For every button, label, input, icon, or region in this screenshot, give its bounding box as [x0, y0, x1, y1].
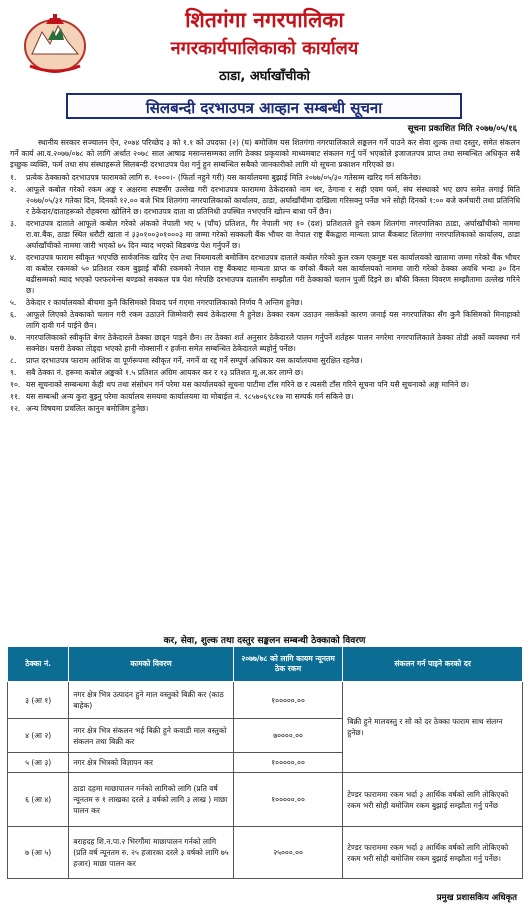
- municipality-name: शितगंगा नगरपालिका: [185, 8, 344, 32]
- condition-text: दरभाउपत्र दाताले आफूले कबोल गरेको अंकको नेपाली भए ५ (पाँच) प्रतिशत, गैर नेपाली भए १० (दश) प्रतिशतले हुने रकम शितगंगा नगरपालिका ठाडा, अर्घाखाँचीको नाममा रा.वा.बैंक, ठाडा स्थित धरौटी खाता नं ३३०१००३०१०००३ मा जम्मा गरेको सक्कली बैंक भौचर वा नेपाल राष्ट्र बैंकद्वारा मान्यता प्राप्त बैंकबाट शितगंगा नगरपालिकाको कार्यालय, ठाडा अर्घाखाँचीको नाममा जारी भएको ७५ दिन म्याद भएको बिडबण्ड पेश गर्नुपर्ने छ।: [26, 219, 520, 250]
- table-row: [8, 773, 523, 827]
- condition-text: प्रत्येक ठेक्काको दरभाउपत्र फारामको लागि रु. १०००।- (फिर्ता नहुने गरी) यस कार्यालयमा बुझाई मिति २०७७/०५/३० गतेसम्म खरिद गर्न सकिनेछ।: [26, 173, 422, 182]
- condition-number: १०.: [10, 380, 21, 389]
- row-amount: ७००००.००: [233, 719, 342, 753]
- condition-text: दरभाउपत्र फाराम स्वीकृत भएपछि सार्वजनिक खरिद ऐन तथा नियमावली बमोजिम दरभाउपत्र दाताले कबोल गरेको कुल रकम एकमुष्ट यस कार्यालयको खातामा जम्मा गरेको बैंक भौचर वा कबोल रकमको ५० प्रतिशत रकम बुझाई बाँकी रकमको नेपाल राष्ट्र बैंकबाट मान्यता प्राप्त क वर्गको बैंकले यस कार्यालयको नाममा जारी गरेको ठेक्का अवधि भन्दा ३० दिन बढीसम्मको म्याद भएको परफरमेन्स बण्डको सक्कल पत्र पेश गरेपछि दरभाउपत्र दातासँग सम्झौता गरी ठेक्काको चलान पुर्जी दिइने छ। बाँकी किस्ता विवरण सम्झौतामा उल्लेख गरिने छ।: [26, 253, 520, 295]
- col-header-description: कामको विवरण: [69, 647, 234, 682]
- notice-body: [10, 137, 520, 415]
- condition-number: ६.: [10, 310, 17, 319]
- signatory: प्रमुख प्रशासकिय अधिकृत: [436, 893, 517, 903]
- condition-item: [10, 172, 520, 183]
- condition-text: आफूले लिएको ठेक्काको चलान गरी रकम उठाउने जिम्मेवारी स्वयं ठेकेदारमा नै हुनेछ। ठेक्का रकम उठाउन नसकेको कारण जनाई यस नगरपालिका सँग कुनै किसिमको मिनाहाको लागि दावी गर्न पाईने छैन।: [26, 310, 520, 330]
- letterhead: [0, 0, 529, 90]
- office-address: ठाडा, अर्घाखाँचीको: [219, 69, 310, 84]
- row-description: नगर क्षेत्र भित्रको विज्ञापन कर: [69, 753, 234, 773]
- row-amount: २५०००.००: [233, 827, 342, 879]
- condition-number: ५.: [10, 298, 17, 307]
- condition-item: [10, 297, 520, 308]
- condition-text: आफूले कबोल गरेको रकम अङ्क र अक्षरमा स्पष्टसँग उल्लेख गरी दरभाउपत्र फाराममा ठेकेदारको नाम थर, ठेगाना र सही एवम फर्म, संघ संस्थाको भए छाप समेत लगाई मिति २०७७/०५/३१ गतेका दिन, दिनको १२.०० बजे भित्र शितगंगा नगरपालिकाको कार्यालय, ठाडा, अर्घाखाँचीमा दाखिला गरिसक्नु पर्नेछ भने सोही दिनको १:०० बजे कर्मचारी तथा प्रतिनिधि र ठेकेदार/दाताहरूको रोहबरमा खोलिने छ। दरभाउपत्र दाता वा प्रतिनिधी उपस्थित नभएपनि खोल्न बाधा पर्ने छैन।: [26, 185, 520, 216]
- row-contract-no: ४ (आ २): [8, 719, 69, 753]
- col-header-amount: २०७७/७८ को लागि कायम न्यूनतम ठेक रकम: [233, 647, 342, 682]
- table-title: कर, सेवा, शुल्क तथा दस्तुर सङ्कलन सम्बन्धी ठेक्काको विवरण: [163, 636, 366, 646]
- condition-number: १२.: [10, 404, 21, 413]
- condition-item: [10, 332, 520, 354]
- condition-text: अन्य विषयमा प्रचलित कानुन बमोजिम हुनेछ।: [26, 404, 149, 413]
- row-rate: टेण्डर फाराममा रकम भर्दा ३ आर्थिक वर्षको लागि तोकिएको रकम भरी सोही बमोजिम रकम बुझाई सम्झौता गर्नु पर्नेछ: [343, 773, 523, 827]
- condition-number: ९.: [10, 368, 17, 377]
- row-contract-no: ५ (आ ३): [8, 753, 69, 773]
- table-row: [8, 682, 523, 719]
- condition-item: [10, 184, 520, 217]
- condition-item: [10, 391, 520, 402]
- row-amount: १०००००.००: [233, 682, 342, 719]
- office-name: नगरकार्यपालिकाको कार्यालय: [170, 38, 359, 59]
- condition-item: [10, 218, 520, 251]
- condition-number: ४.: [10, 253, 17, 262]
- condition-text: यस सूचनाको सम्बन्धमा केही थप तथा संसोधन गर्न परेमा यस कार्यालयको सूचना पाटीमा टाँस गरिने छ र त्यसरी टाँस गरिने सूचना पनि यसै सूचनाको अङ्ग मानिने छ।: [26, 380, 469, 389]
- contract-table: [7, 646, 523, 879]
- condition-text: यस सम्बन्धी अन्य कुरा बुझ्नु परेमा कार्यालय समयमा कार्यालयमा वा मोबाईल नं. ९८५७०६९८१७ मा सम्पर्क गर्न सकिने छ।: [26, 392, 354, 401]
- row-amount: १०००००.००: [233, 753, 342, 773]
- condition-text: सबै ठेक्का नं. हरूमा कबोल अङ्कको १.५ प्रतिशत अग्रिम आयकर कर र १३ प्रतिशत मू.अ.कर लाग्ने छ।: [26, 368, 304, 377]
- table-header-row: [8, 647, 523, 682]
- condition-text: प्राप्त दरभाउपत्र फाराम आंशिक वा पूर्णरूपमा स्वीकृत गर्ने, नगर्ने वा रद्द गर्ने सम्पूर्ण अधिकार यस कार्यालयमा सुरक्षित रहनेछ।: [26, 356, 363, 365]
- condition-text: ठेकेदार र कार्यालयको बीचमा कुनै किसिमको विवाद पर्न गएमा नगरपालिकाको निर्णय नै अन्तिम हुनेछ।: [26, 298, 303, 307]
- row-description: नगर क्षेत्र भित्र संकलन भई बिक्री हुने कवाडी माल वस्तुको संकलन तथा बिक्री कर: [69, 719, 234, 753]
- row-contract-no: ३ (आ १): [8, 682, 69, 719]
- condition-item: [10, 309, 520, 331]
- row-rate: टेण्डर फाराममा रकम भर्दा ३ आर्थिक वर्षको लागि तोकिएको रकम भरी सोही बमोजिम रकम बुझाई सम्झौता गर्नु पर्नेछ।: [343, 827, 523, 879]
- condition-text: नगरपालिकाको स्वीकृति बेगर ठेकेदारले ठेक्का छाड्न पाइने छैन। तर ठेक्का शर्त अनुसार ठेकेदारले पालन गर्नुपर्ने शर्तहरू पालन नगरेमा नगरपालिकाले ठेक्का तोडी अर्को व्यवस्था गर्न सक्नेछ। यसरी ठेक्का तोड्दा भएको हानी नोक्सानी र हर्जना समेत सम्बन्धित ठेकेदारले ब्यहोर्नु पर्नेछ।: [26, 333, 520, 353]
- row-rate-merged: बिक्री हुने मालवस्तु र सो को दर ठेक्का फाराम साथ संलग्न हुनेछ।: [343, 682, 523, 773]
- publish-date: सूचना प्रकाशित मिति २०७७/०५/१६: [407, 124, 517, 134]
- condition-number: ११.: [10, 392, 21, 401]
- row-contract-no: ७ (आ ५): [8, 827, 69, 879]
- condition-number: ३.: [10, 219, 17, 228]
- condition-item: [10, 252, 520, 296]
- table-row: [8, 827, 523, 879]
- condition-number: ७.: [10, 333, 17, 342]
- notice-title: सिलबन्दी दरभाउपत्र आव्हान सम्बन्धी सूचना: [66, 93, 462, 119]
- condition-item: [10, 355, 520, 366]
- row-amount: १०००००.००: [233, 773, 342, 827]
- condition-number: १.: [10, 173, 17, 182]
- row-description: नगर क्षेत्र भित्र उत्पादन हुने माल वस्तुको बिक्री कर (काठ बाहेक): [69, 682, 234, 719]
- conditions-list: [10, 172, 520, 414]
- intro-paragraph: स्थानीय सरकार सञ्चालन ऐन, २०७४ परिच्छेद ३ को १.१ को उपदफा (२) (घ) बमोजिम यस शितगंगा नगरपालिकाले सङ्कलन गर्ने पाउने कर सेवा शुल्क तथा दस्तुर, समेत संकलन गर्ने कार्य आ.व.२०७७/०७८ को लागि अर्थात २०७८ साल आषाढ मसान्तसम्मका लागि ठेक्का प्रकृयाको माध्यमबाट संकलन गर्नु पर्ने भएकोले इजाजतपत्र प्राप्त तथा सम्बन्धित अधिकृत सबै इच्छुक व्यक्ति, फर्म तथा संघ संस्थाहरूले सिलबन्दी दरभाउपत्र पेश गर्नु हुन सम्बन्धित सबैको जानकारीको लागि यो सूचना प्रकाशन गरिएको छ।: [10, 138, 520, 169]
- col-header-contract-no: ठेक्का नं.: [8, 647, 69, 682]
- condition-number: २.: [10, 185, 17, 194]
- row-description: बराहदह शि.न.पा.२ भिरगौंमा माछापालन गर्नको लागि (प्रति वर्ष न्यूनतम रु. २५ हजारका दरले ३ वर्षको लागि ७५ हजार) माछा पालन कर: [69, 827, 234, 879]
- condition-item: [10, 403, 520, 414]
- condition-item: [10, 367, 520, 378]
- condition-number: ८.: [10, 356, 17, 365]
- col-header-rate: संकलन गर्न पाइने करको दर: [343, 647, 523, 682]
- condition-item: [10, 379, 520, 390]
- row-description: ठाडा दहमा माछापालन गर्नको लागिको लागि (प्रति वर्ष न्यूनतम रु १ लाखका दरले ३ वर्षको लागि ३ लाख ) माछा पालन कर: [69, 773, 234, 827]
- row-contract-no: ६ (आ ४): [8, 773, 69, 827]
